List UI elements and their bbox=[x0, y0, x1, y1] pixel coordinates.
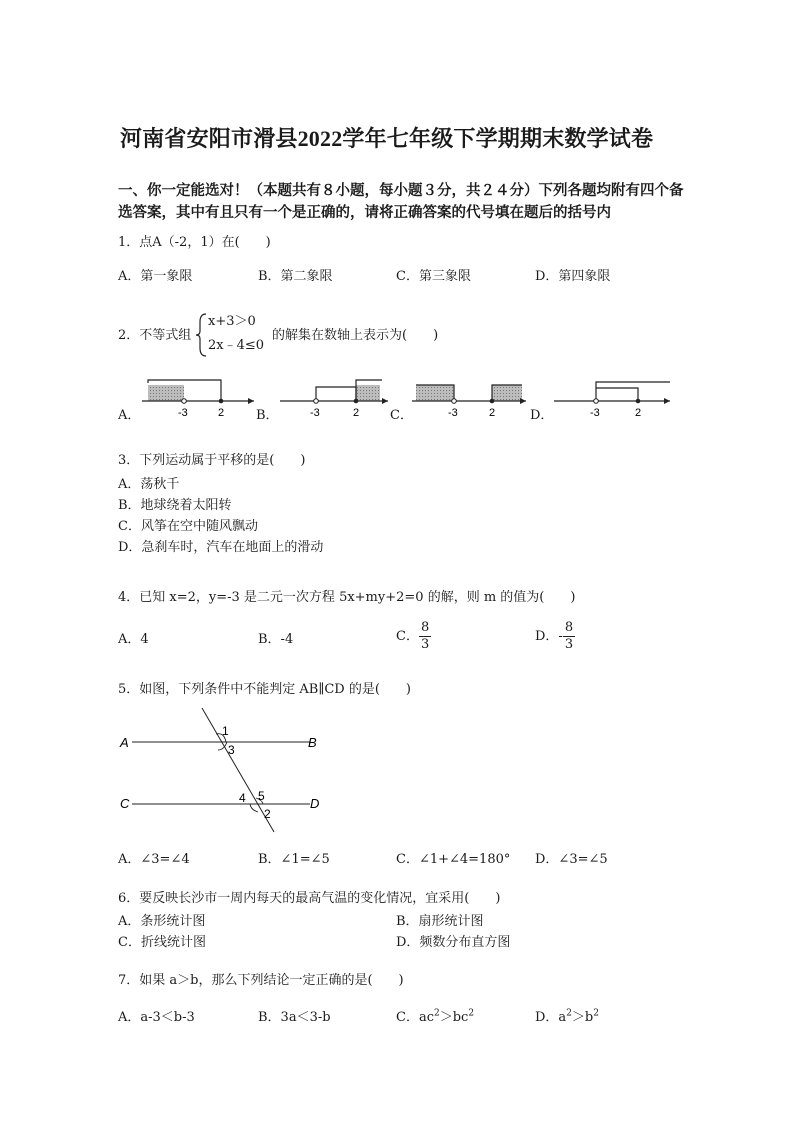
q6-option-b[interactable]: B．扇形统计图 bbox=[396, 914, 484, 929]
angle-5-label: 5 bbox=[258, 789, 265, 803]
question-7-stem: 7．如果 a＞b，那么下列结论一定正确的是( ) bbox=[118, 973, 404, 988]
q3-option-b[interactable]: B．地球绕着太阳转 bbox=[118, 498, 232, 513]
svg-text:-3: -3 bbox=[590, 407, 600, 419]
svg-text:2: 2 bbox=[635, 407, 642, 419]
q2-option-d[interactable]: D． bbox=[530, 408, 554, 423]
svg-text:2: 2 bbox=[353, 407, 360, 419]
label-d: D bbox=[310, 796, 320, 811]
q1-option-a[interactable]: A．第一象限 bbox=[118, 269, 193, 284]
parallel-lines-figure bbox=[112, 702, 342, 838]
tick-label-neg3: -3 bbox=[178, 407, 188, 419]
label-c: C bbox=[120, 796, 130, 811]
label-b: B bbox=[308, 735, 317, 750]
q5-option-d[interactable]: D．∠3=∠5 bbox=[535, 852, 608, 867]
angle-2-label: 2 bbox=[264, 807, 271, 821]
question-1-stem: 1．点A（-2，1）在( ) bbox=[118, 235, 271, 250]
q4-option-d[interactable]: D．- $\frac{8}{3}$ bbox=[535, 620, 574, 652]
page-title: 河南省安阳市滑县2022学年七年级下学期期末数学试卷 bbox=[120, 126, 654, 151]
q2-option-c[interactable]: C． bbox=[390, 408, 413, 423]
q5-option-a[interactable]: A．∠3=∠4 bbox=[118, 852, 190, 867]
q6-option-a[interactable]: A．条形统计图 bbox=[118, 914, 206, 929]
q7-option-d[interactable]: D．$a^2>b^2$ bbox=[535, 1008, 599, 1025]
section-heading: 一、你一定能选对！（本题共有８小题，每小题３分，共２４分）下列各题均附有四个备选答案，其中有且只有一个是正确的，请将正确答案的代号填在题后的括号内 bbox=[118, 182, 684, 221]
angle-4-label: 4 bbox=[239, 791, 246, 805]
angle-1-label: 1 bbox=[222, 724, 229, 738]
q7-option-a[interactable]: A．a-3＜b-3 bbox=[118, 1010, 195, 1025]
number-line-b bbox=[276, 372, 392, 420]
question-4-stem: 4．已知 x=2，y=-3 是二元一次方程 5x+my+2=0 的解，则 m 的值为( ) bbox=[118, 590, 576, 605]
question-5-stem: 5．如图，下列条件中不能判定 AB∥CD 的是( ) bbox=[118, 682, 411, 697]
label-a: A bbox=[120, 735, 129, 750]
q4-option-b[interactable]: B．-4 bbox=[258, 632, 294, 647]
number-line-d bbox=[550, 372, 674, 420]
svg-text:-3: -3 bbox=[310, 407, 320, 419]
q5-option-c[interactable]: C．∠1+∠4=180° bbox=[396, 852, 511, 867]
q1-option-d[interactable]: D．第四象限 bbox=[535, 269, 611, 284]
number-line-c bbox=[410, 372, 530, 420]
inequality-line-2: 2x﹣4≤0 bbox=[208, 338, 265, 353]
q3-option-c[interactable]: C．风筝在空中随风飘动 bbox=[118, 519, 258, 534]
q2-option-a[interactable]: A． bbox=[118, 408, 141, 423]
q3-option-a[interactable]: A．荡秋千 bbox=[118, 477, 180, 492]
svg-text:-3: -3 bbox=[448, 407, 458, 419]
q6-option-c[interactable]: C．折线统计图 bbox=[118, 935, 206, 950]
question-3-stem: 3．下列运动属于平移的是( ) bbox=[118, 453, 306, 468]
question-6-stem: 6．要反映长沙市一周内每天的最高气温的变化情况，宜采用( ) bbox=[118, 891, 501, 906]
question-2-prefix: 2．不等式组 bbox=[118, 328, 192, 343]
q4-option-c[interactable]: C． $\frac{8}{3}$ bbox=[396, 620, 430, 652]
q7-option-b[interactable]: B．3a＜3-b bbox=[258, 1010, 331, 1025]
angle-3-label: 3 bbox=[228, 743, 235, 757]
q6-option-d[interactable]: D．频数分布直方图 bbox=[396, 935, 511, 950]
q1-option-b[interactable]: B．第二象限 bbox=[258, 269, 333, 284]
q3-option-d[interactable]: D．急刹车时，汽车在地面上的滑动 bbox=[118, 540, 324, 555]
q7-option-c[interactable]: C．$ac^2>bc^2$ bbox=[396, 1008, 475, 1025]
number-line-a bbox=[138, 372, 260, 420]
q2-option-b[interactable]: B． bbox=[256, 408, 279, 423]
q5-option-b[interactable]: B．∠1=∠5 bbox=[258, 852, 330, 867]
q4-option-a[interactable]: A．4 bbox=[118, 632, 149, 647]
q1-option-c[interactable]: C．第三象限 bbox=[396, 269, 471, 284]
tick-label-2: 2 bbox=[218, 407, 225, 419]
svg-text:2: 2 bbox=[489, 407, 496, 419]
brace-icon bbox=[194, 312, 208, 358]
inequality-line-1: x+3＞0 bbox=[208, 314, 256, 329]
question-2-suffix: 的解集在数轴上表示为( ) bbox=[272, 328, 439, 343]
